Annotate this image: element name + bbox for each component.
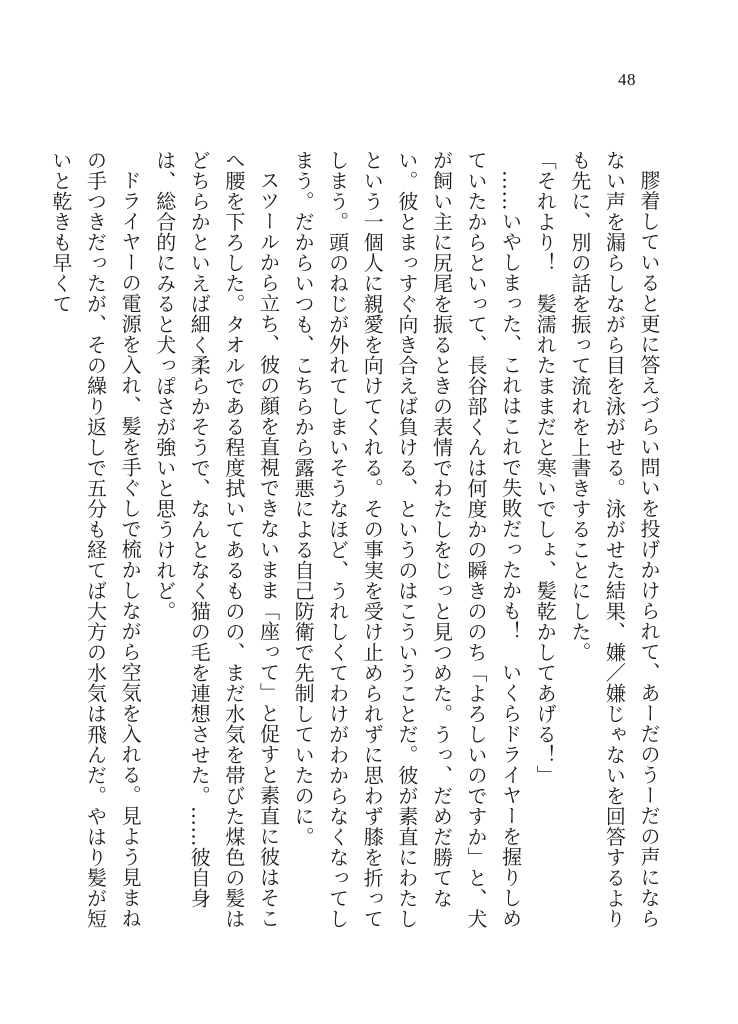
paragraph-2: 「それより！ 髪濡れたままだと寒いでしょ、髪乾かしてあげる！」: [533, 150, 558, 786]
paragraph-1: 膠着していると更に答えづらい問いを投げかけられて、あーだのうーだの声にならない声を漏らしながら目を泳がせる。泳がせた結果、嫌／嫌じゃないを回答するよりも先に、別の話を振って流れを上書きすることにした。: [567, 150, 661, 929]
paragraph-4: スツールから立ち、彼の顔を直視できないまま「座って」と促すと素直に彼はそこへ腰を下ろした。タオルである程度拭いてあるものの、まだ水気を帯びた煤色の髪はどちらかといえば細く柔らかそうで、なんとなく猫の毛を連想させた。……彼自身は、総合的にみると犬っぽさが強いと思うけれど。: [152, 150, 281, 929]
page-number: 48: [618, 70, 636, 89]
paragraph-3: ……いやしまった、これはこれで失敗だったかも！ いくらドライヤーを握りしめていたからといって、長谷部くんは何度かの瞬きののち「よろしいのですか」と、犬が飼い主に尻尾を振るときの表情でわたしをじっと見つめた。うっ、だめだ勝てない。彼とまっすぐ向き合えば負ける、というのはこういうことだ。彼が素直にわたしという一個人に親愛を向けてくれる。その事実を受け止められずに思わず膝を折ってしまう。頭のねじが外れてしまいそうなほど、うれしくてわけがわからなくなってしまう。だからいつも、こちらから露悪による自己防衛で先制していたのに。: [291, 150, 523, 929]
paragraph-5: ドライヤーの電源を入れ、髪を手ぐしで梳かしながら空気を入れる。見よう見まねの手つきだったが、その繰り返しで五分も経てば大方の水気は飛んだ。やはり髪が短いと乾きも早くて: [48, 150, 143, 929]
novel-body-text: [48, 150, 666, 940]
